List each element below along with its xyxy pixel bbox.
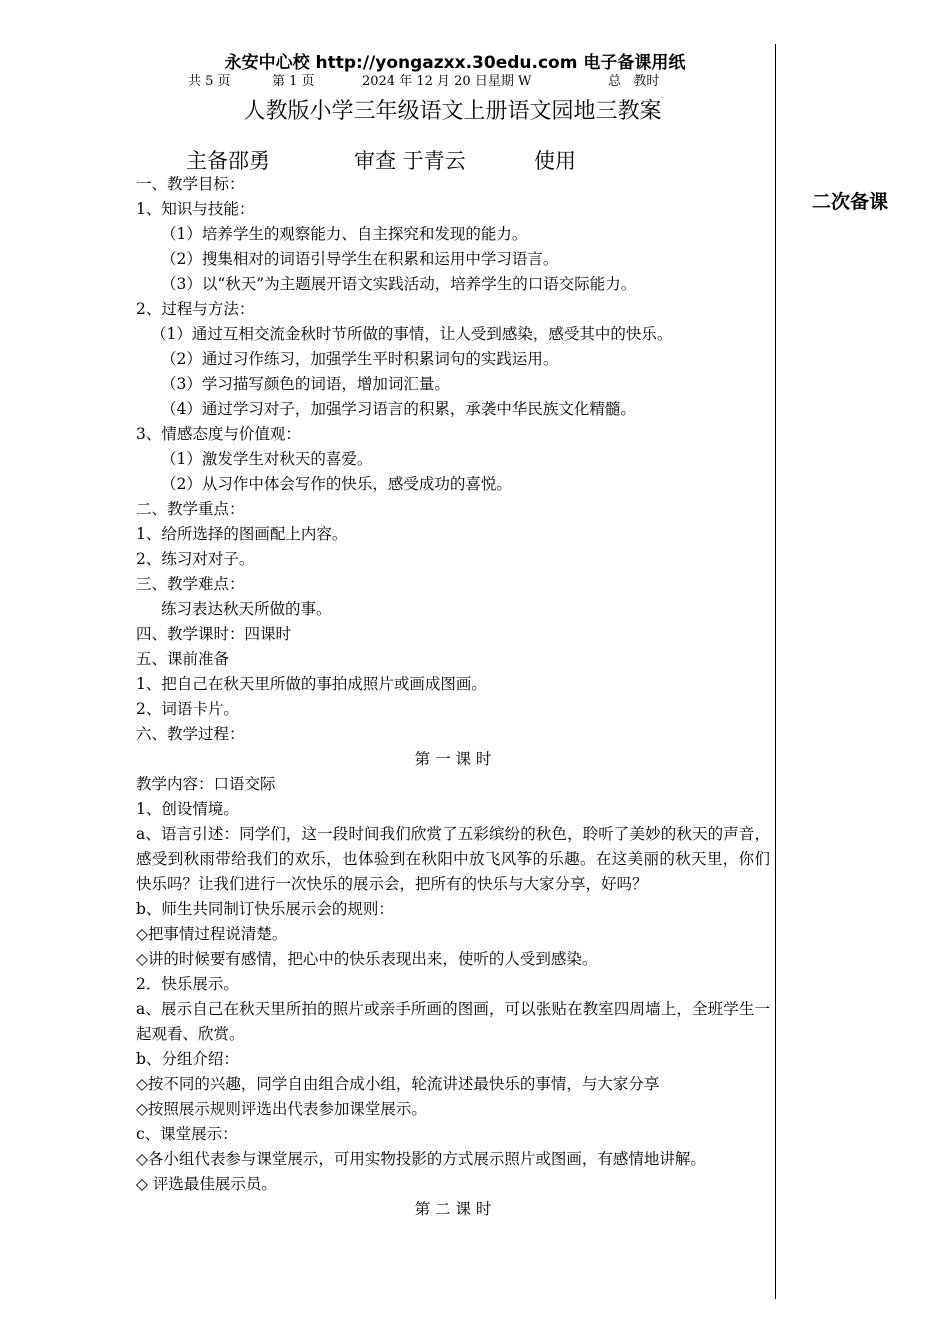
list-item: 练习表达秋天所做的事。 — [161, 600, 332, 618]
bullet-item: ◇把事情过程说清楚。 — [136, 925, 288, 943]
header-total-pages: 共 5 页 — [188, 74, 231, 89]
section-heading: 一、教学目标： — [136, 175, 245, 193]
bullet-item: ◇按照展示规则评选出代表参加课堂展示。 — [136, 1100, 427, 1118]
header-date: 2024 年 12 月 20 日星期 W — [362, 74, 532, 89]
list-item: （1）培养学生的观察能力、自主探究和发现的能力。 — [161, 225, 528, 243]
author-review: 审查 于青云 — [354, 149, 466, 173]
list-item: （1）激发学生对秋天的喜爱。 — [161, 450, 373, 468]
bullet-item: ◇讲的时候要有感情，把心中的快乐表现出来，使听的人受到感染。 — [136, 950, 598, 968]
paragraph: a、展示自己在秋天里所拍的照片或亲手所画的图画，可以张贴在教室四周墙上，全班学生一起观看、欣赏。 — [136, 1000, 770, 1043]
author-use: 使用 — [534, 149, 576, 173]
list-item: 2、练习对对子。 — [136, 550, 255, 568]
paragraph: b、分组介绍： — [136, 1050, 239, 1068]
list-item: （1）通过互相交流金秋时节所做的事情，让人受到感染，感受其中的快乐。 — [151, 325, 673, 343]
bullet-item: ◇按不同的兴趣，同学自由组合成小组，轮流讲述最快乐的事情，与大家分享 — [136, 1075, 660, 1093]
list-item: （3）学习描写颜色的词语，增加词汇量。 — [161, 375, 450, 393]
header-page-number: 第 1 页 — [272, 74, 315, 89]
list-item: 1、给所选择的图画配上内容。 — [136, 525, 348, 543]
list-item: 2、词语卡片。 — [136, 700, 239, 718]
paragraph: c、课堂展示： — [136, 1125, 238, 1143]
side-note: 二次备课 — [812, 191, 889, 213]
list-item: （4）通过学习对子，加强学习语言的积累，承袭中华民族文化精髓。 — [161, 400, 636, 418]
header-total-hours: 总 教时 — [608, 74, 660, 89]
lesson-plan-body — [136, 172, 770, 1222]
section-heading: 五、课前准备 — [136, 650, 230, 668]
paragraph: b、师生共同制订快乐展示会的规则： — [136, 900, 394, 918]
margin-divider — [775, 44, 776, 1299]
section-heading: 四、教学课时：四课时 — [136, 625, 292, 643]
list-item: （2）从习作中体会写作的快乐，感受成功的喜悦。 — [161, 475, 512, 493]
paragraph: 教学内容：口语交际 — [136, 775, 276, 793]
paragraph: 2．快乐展示。 — [136, 975, 239, 993]
section-heading: 三、教学难点： — [136, 575, 245, 593]
bullet-item: ◇各小组代表参与课堂展示，可用实物投影的方式展示照片或图画，有感情地讲解。 — [136, 1150, 706, 1168]
header-title: 永安中心校 http://yongazxx.30edu.com 电子备课用纸 — [224, 53, 686, 73]
list-item: （2）搜集相对的词语引导学生在积累和运用中学习语言。 — [161, 250, 559, 268]
list-item: 1、把自己在秋天里所做的事拍成照片或画成图画。 — [136, 675, 487, 693]
section-heading: 六、教学过程： — [136, 725, 245, 743]
lesson-heading: 第 二 课 时 — [414, 1200, 492, 1218]
paragraph: a、语言引述：同学们，这一段时间我们欣赏了五彩缤纷的秋色，聆听了美妙的秋天的声音，感受到秋雨带给我们的欢乐，也体验到在秋阳中放飞风筝的乐趣。在这美丽的秋天里，你们快乐吗？让我们进行一次快乐的展示会，把所有的快乐与大家分享，好吗？ — [136, 825, 770, 893]
subsection-heading: 3、情感态度与价值观： — [136, 425, 301, 443]
paragraph: 1、创设情境。 — [136, 800, 239, 818]
author-main: 主备邵勇 — [186, 149, 270, 173]
subsection-heading: 1、知识与技能： — [136, 200, 255, 218]
lesson-heading: 第 一 课 时 — [414, 750, 492, 768]
list-item: （2）通过习作练习，加强学生平时积累词句的实践运用。 — [161, 350, 559, 368]
document-title: 人教版小学三年级语文上册语文园地三教案 — [243, 99, 662, 124]
bullet-item: ◇ 评选最佳展示员。 — [136, 1175, 277, 1193]
list-item: （3）以“秋天”为主题展开语文实践活动，培养学生的口语交际能力。 — [161, 275, 637, 293]
section-heading: 二、教学重点： — [136, 500, 245, 518]
subsection-heading: 2、过程与方法： — [136, 300, 255, 318]
